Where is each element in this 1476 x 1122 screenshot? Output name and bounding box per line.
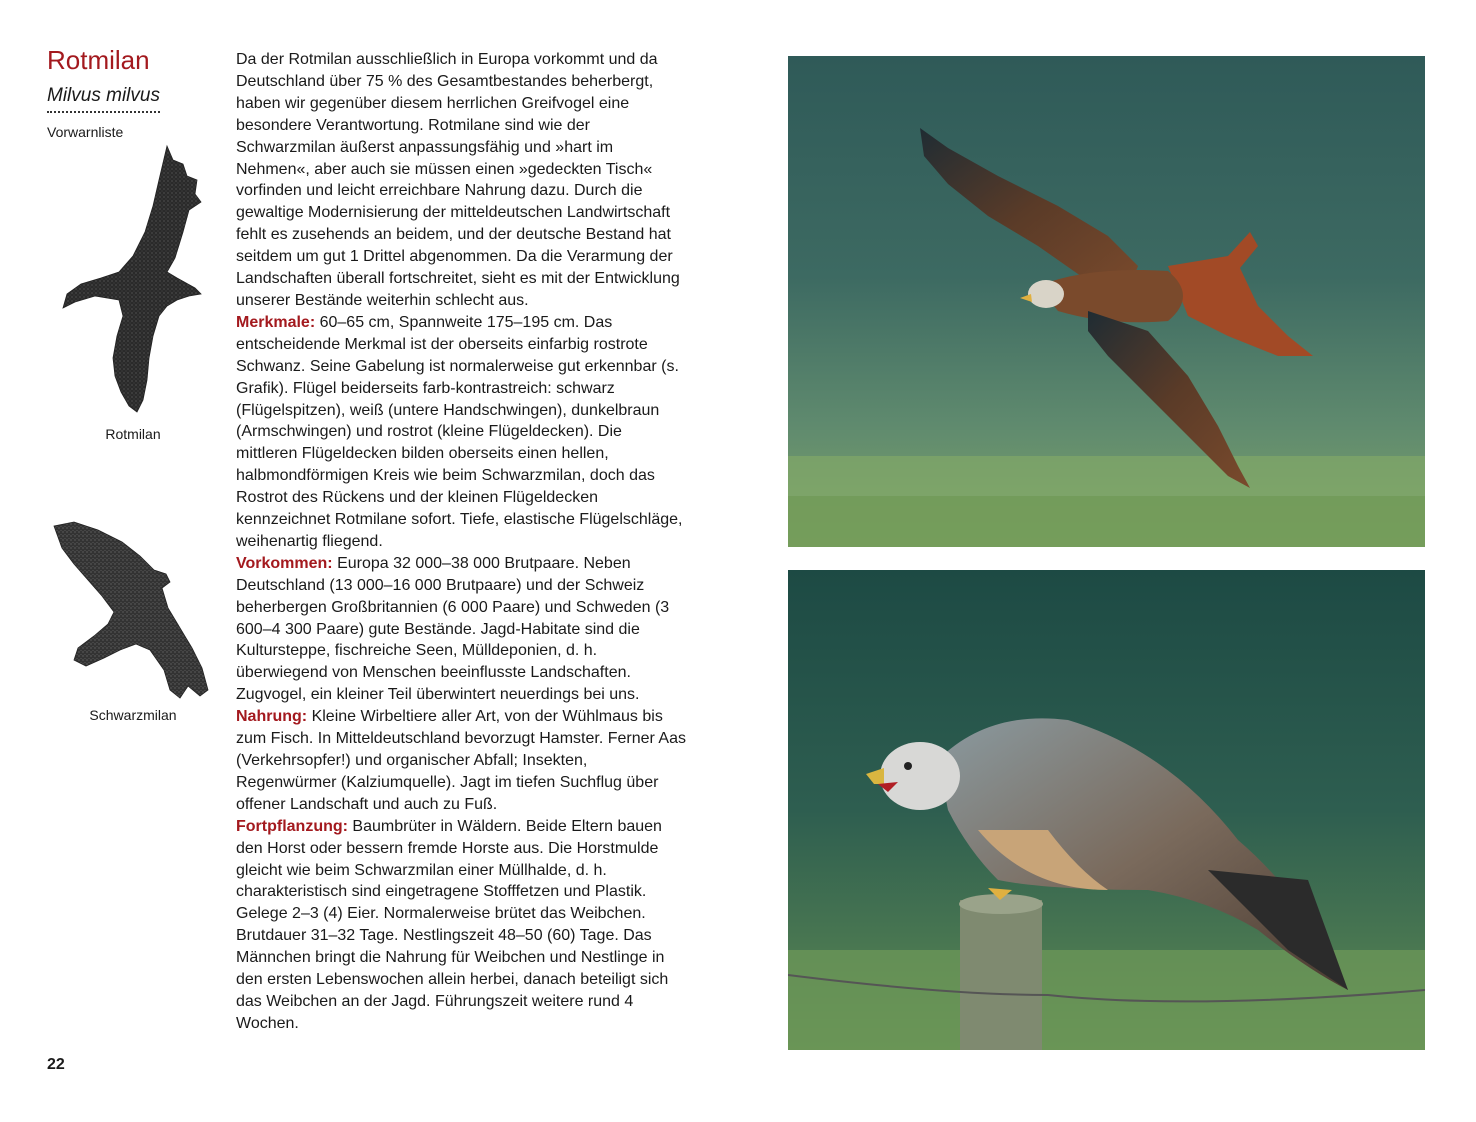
page-number: 22 [47, 1056, 65, 1073]
red-kite-in-flight-photo [788, 56, 1425, 547]
status-label: Vorwarnliste [47, 124, 124, 140]
article-body [236, 49, 686, 1035]
section-text: 60–65 cm, Spannweite 175–195 cm. Das entscheidende Merkmal ist der oberseits einfarbig rostrote Schwanz. Seine Gabelung ist normalerweise gut erkennbar (s. Grafik). Flügel beiderseits farb-kontrastreich: schwarz (Flügelspitzen), weiß (untere Handschwingen), dunkelbraun (Armschwingen) und rostrot (kleine Flügeldecken). Die mittleren Flügeldecken bilden oberseits einen hellen, halbmondförmigen Kreis wie beim Schwarzmilan, doch das Rostrot des Rückens und der kleinen Flügeldecken kennzeichnet Rotmilane sofort. Tiefe, elastische Flügelschläge, weihenartig fliegend. [236, 313, 683, 550]
latin-name: Milvus milvus [47, 84, 160, 113]
section-text: Baumbrüter in Wäldern. Beide Eltern bauen den Horst oder bessern fremde Horste aus. Die Horstmulde gleicht wie beim Schwarzmilan einer Müllhalde, d. h. charakteristisch sind eingetragene Stofffetzen und Plastik. Gelege 2–3 (4) Eier. Normalerweise brütet das Weibchen. Brutdauer 31–32 Tage. Nestlingszeit 48–50 (60) Tage. Das Männchen bringt die Nahrung für Weibchen und Nestlinge in den ersten Lebenswochen allein herbei, danach beteiligt sich das Weibchen an der Jagd. Führungszeit weitere rund 4 Wochen. [236, 817, 669, 1032]
section-label: Nahrung: [236, 708, 308, 726]
black-kite-silhouette-caption: Schwarzmilan [89, 707, 177, 723]
section-vorkommen [236, 553, 686, 706]
section-label: Vorkommen: [236, 554, 333, 572]
section-text: Europa 32 000–38 000 Brutpaare. Neben Deutschland (13 000–16 000 Brutpaare) und der Schweiz beherbergen Großbritannien (6 000 Paare) und Schweden (3 600–4 300 Paare) gute Bestände. Jagd-Habitate sind die Kultursteppe, fischreiche Seen, Mülldeponien, d. h. überwiegend von Menschen beeinflusste Landschaften. Zugvogel, ein kleiner Teil überwintert neuerdings bei uns. [236, 554, 670, 704]
red-kite-on-fence-post-photo [788, 570, 1425, 1050]
intro-paragraph: Da der Rotmilan ausschließlich in Europa vorkommt und da Deutschland über 75 % des Gesamtbestandes beherbergt, haben wir gegenüber diesem herrlichen Greifvogel eine besondere Verantwortung. Rotmilane sind wie der Schwarzmilan äußerst anpassungsfähig und »hart im Nehmen«, aber auch sie müssen einen »gedeckten Tisch« vorfinden und leicht erreichbare Nahrung dazu. Durch die gewaltige Modernisierung der mitteldeutschen Landwirtschaft fehlt es zusehends an beidem, und der deutsche Bestand hat seitdem um gut 1 Drittel abgenommen. Da die Verarmung der Landschaften überall fortschreitet, sieht es mit der Entwicklung unserer Bestände weiterhin schlecht aus. [236, 51, 680, 309]
red-kite-silhouette-icon [55, 140, 215, 415]
section-text: Kleine Wirbeltiere aller Art, von der Wühlmaus bis zum Fisch. In Mitteldeutschland bevorzugt Hamster. Ferner Aas (Verkehrsopfer!) und organischer Abfall; Insekten, Regenwürmer (Kalziumquelle). Jagt im tiefen Suchflug über offener Landschaft und auch zu Fuß. [236, 708, 686, 813]
section-label: Merkmale: [236, 313, 316, 331]
section-nahrung [236, 706, 686, 816]
red-kite-silhouette-caption: Rotmilan [105, 426, 161, 442]
species-title: Rotmilan [47, 45, 150, 75]
section-label: Fortpflanzung: [236, 817, 348, 835]
black-kite-silhouette-icon [50, 518, 215, 708]
section-fortpflanzung [236, 816, 686, 1035]
section-merkmale [236, 312, 686, 553]
